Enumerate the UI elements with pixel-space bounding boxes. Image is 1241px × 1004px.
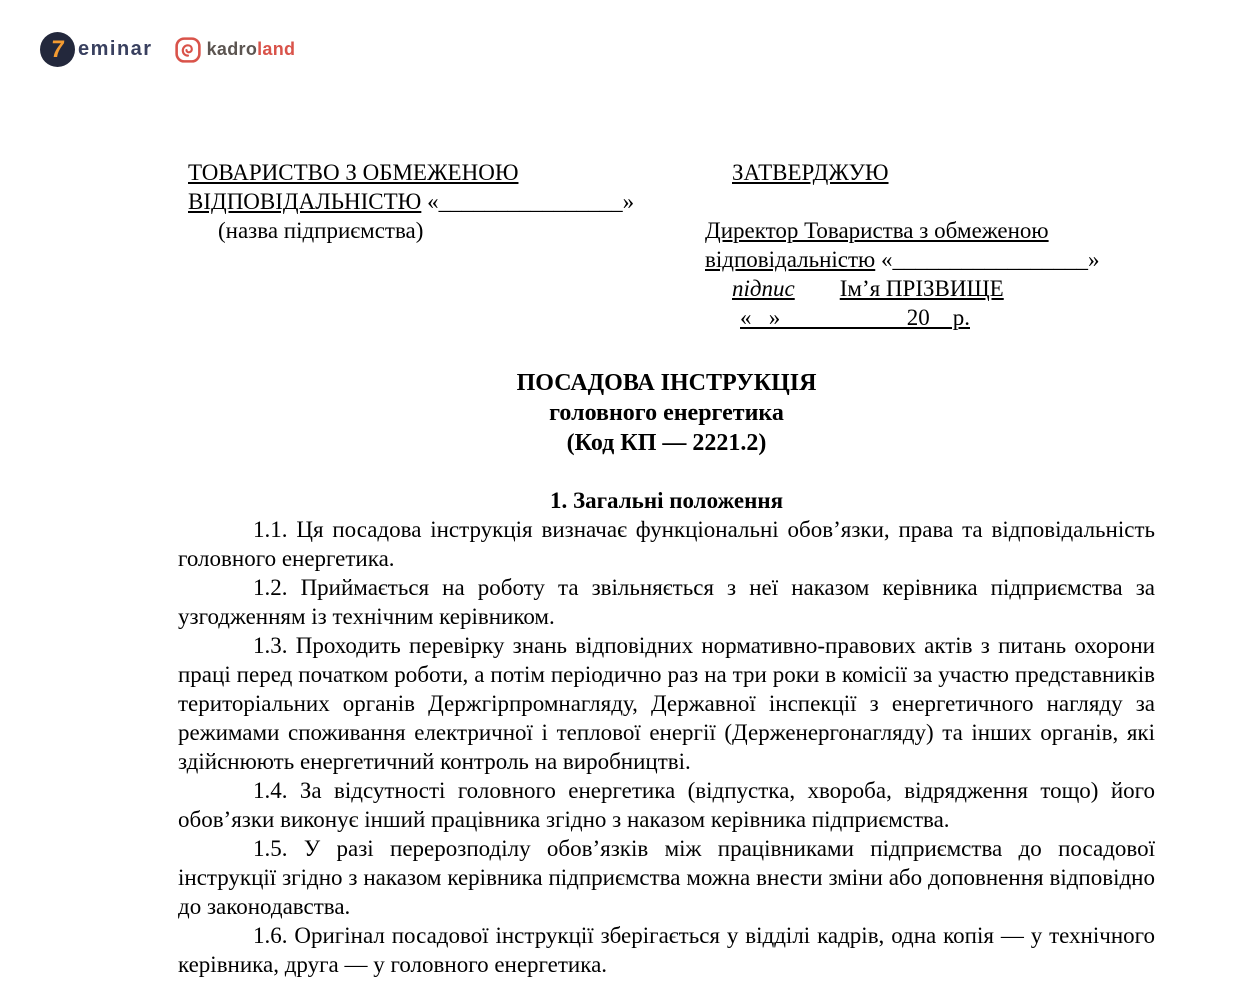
company-name-line2-word: ВІДПОВІДАЛЬНІСТЮ: [188, 189, 422, 214]
approval-spacer: [705, 187, 1155, 216]
date-placeholder: « » 20 р.: [740, 305, 970, 330]
seminar-logo-text: eminar: [78, 38, 153, 60]
company-name-line1-text: ТОВАРИСТВО З ОБМЕЖЕНОЮ: [188, 160, 519, 185]
paragraph-1-5: 1.5. У разі перерозподілу обов’язків між працівниками підприємства до посадової інструкції згідно з наказом керівника підприємства можна внести зміни або доповнення відповідно до законодавства.: [178, 836, 1155, 919]
date-row: [705, 303, 1155, 332]
company-caption: (назва підприємства): [218, 218, 424, 243]
title-line-3: (Код КП — 2221.2): [566, 430, 767, 456]
company-name-blank: «________________»: [421, 189, 635, 214]
approval-title-line: [705, 158, 1155, 187]
document-header: [178, 158, 1155, 332]
director-line2: [705, 245, 1155, 274]
section-heading: 1. Загальні положення: [549, 488, 784, 513]
company-name-line1: [188, 158, 650, 187]
document-title: [178, 368, 1155, 458]
kadroland-paperclip-icon: [175, 37, 201, 63]
paragraph-1-1: 1.1. Ця посадова інструкція визначає функціональні обов’язки, права та відповідальність головного енергетика.: [178, 517, 1155, 571]
director-name-blank: «_________________»: [875, 247, 1100, 272]
seminar-logo-digit: 7: [49, 35, 66, 63]
logo-bar: [40, 32, 295, 67]
paragraph-1-4: 1.4. За відсутності головного енергетика (відпустка, хвороба, відрядження тощо) його обов’язки виконує інший працівника згідно з наказом керівника підприємства.: [178, 778, 1155, 832]
company-block: [178, 158, 650, 332]
seminar-logo: [40, 32, 153, 67]
director-line1-text: Директор Товариства з обмеженою: [705, 218, 1049, 243]
director-line2-word: відповідальністю: [705, 247, 876, 272]
signature-label: підпис: [732, 276, 795, 301]
paragraph-1-3: 1.3. Проходить перевірку знань відповідних нормативно-правових актів з питань охорони праці перед початком роботи, а потім періодично раз на три роки в комісії за участю представників територіальних органів Держгірпромнагляду, Державної інспекції з енергетичного нагляду за режимами споживання електричної і теплової енергії (Держенергонагляду) та інших органів, які здійснюють енергетичний контроль на виробництві.: [178, 633, 1155, 774]
paragraph-1-6: 1.6. Оригінал посадової інструкції зберігається у відділі кадрів, одна копія — у технічного керівника, друга — у головного енергетика.: [178, 923, 1155, 977]
title-line-1: ПОСАДОВА ІНСТРУКЦІЯ: [516, 370, 817, 396]
company-name-line2: [188, 187, 650, 216]
director-line1: [705, 216, 1155, 245]
paragraph-1-2: 1.2. Приймається на роботу та звільняється з неї наказом керівника підприємства за узгодженням із технічним керівником.: [178, 575, 1155, 629]
kadroland-logo-text: [207, 39, 296, 60]
kadroland-logo: [175, 37, 296, 63]
signer-name-placeholder: Ім’я ПРІЗВИЩЕ: [839, 276, 1004, 301]
approval-title: ЗАТВЕРДЖУЮ: [732, 160, 889, 185]
kadroland-text-red: land: [257, 39, 296, 59]
signature-row: [705, 274, 1155, 303]
approval-block: [705, 158, 1155, 332]
kadroland-text-dark: kadro: [206, 39, 258, 59]
seminar-circle-icon: [40, 32, 75, 67]
title-line-2: головного енергетика: [549, 400, 784, 426]
